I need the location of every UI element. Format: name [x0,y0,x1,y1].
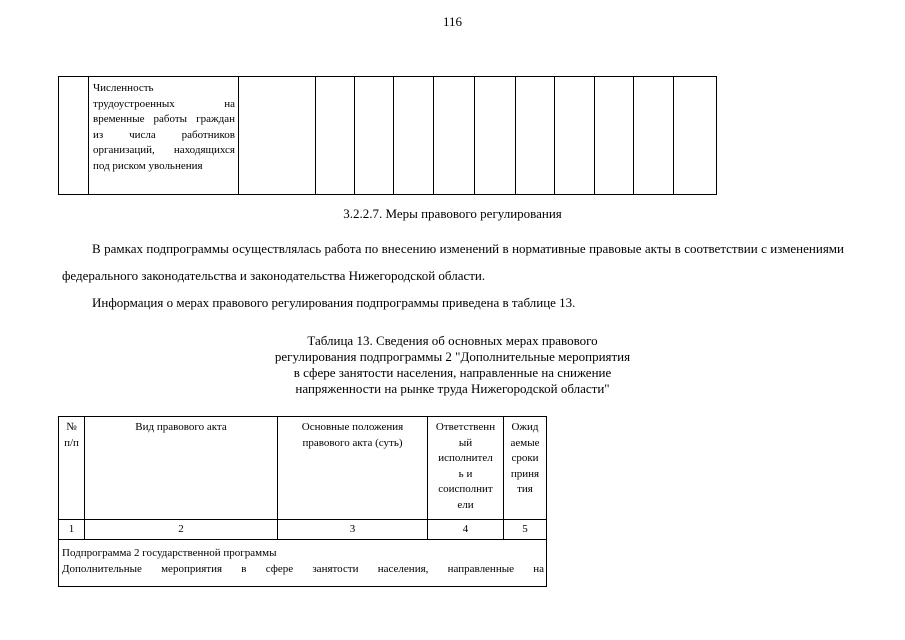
table-cell [59,77,89,195]
indicator-table [58,76,717,195]
table-caption [0,333,905,397]
table-cell [239,77,316,195]
subprogram-cell [59,540,547,587]
column-number: 3 [278,520,428,540]
caption-line: регулирования подпрограммы 2 "Дополнительные мероприятия [274,349,631,364]
column-number-row [59,520,547,540]
table-cell [316,77,355,195]
column-number: 1 [59,520,85,540]
caption-line: напряженности на рынке труда Нижегородской области" [295,381,610,396]
subprogram-description: Дополнительные мероприятия в сфере занятости населения, направленные на [62,562,544,575]
table-row [59,77,717,195]
page-number: 116 [442,14,463,29]
caption-line: Таблица 13. Сведения об основных мерах правового [307,333,598,348]
header-cell-executor: Ответственн ый исполнител ь и соисполнит ели [428,417,504,520]
table-cell [394,77,434,195]
table-cell [634,77,674,195]
paragraph: В рамках подпрограммы осуществлялась работа по внесению изменений в нормативные правовые акты в соответствии с изменениями федерального законодательства и законодательства Нижегородской области. [62,241,844,283]
header-cell-provisions: Основные положения правового акта (суть) [278,417,428,520]
table-cell [555,77,595,195]
paragraph: Информация о мерах правового регулирования подпрограммы приведена в таблице 13. [92,295,576,310]
table-cell [595,77,634,195]
header-cell-act-type: Вид правового акта [85,417,278,520]
column-number: 2 [85,520,278,540]
table-cell [516,77,555,195]
subprogram-title: Подпрограмма 2 государственной программы [62,547,277,559]
table-cell [674,77,717,195]
column-number: 4 [428,520,504,540]
table-header-row [59,417,547,520]
table-cell [434,77,475,195]
header-cell-number: № п/п [59,417,85,520]
caption-line: в сфере занятости населения, направленные на снижение [293,365,612,380]
header-cell-deadline: Ожид аемые сроки приня тия [504,417,547,520]
subprogram-row [59,540,547,587]
table-cell [475,77,516,195]
column-number: 5 [504,520,547,540]
section-heading: 3.2.2.7. Меры правового регулирования [343,206,562,221]
table-cell [355,77,394,195]
legal-measures-table [58,416,547,587]
indicator-label: Численность трудоустроенных на временные работы граждан из числа работников организаций, находящихся под риском увольнения [89,77,239,195]
